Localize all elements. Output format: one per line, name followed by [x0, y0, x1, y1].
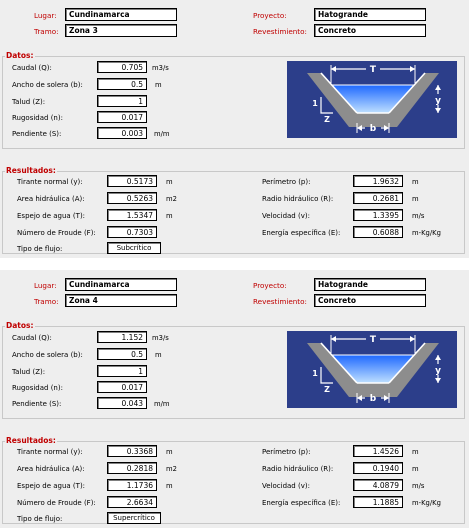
perimetro-output: 1.4526 — [353, 445, 403, 457]
lugar-label: Lugar: — [34, 11, 57, 20]
diagram-z-label: Z — [324, 385, 330, 394]
espejo-output: 1.1736 — [107, 479, 157, 491]
lugar-label: Lugar: — [34, 281, 57, 290]
flujo-output: Supercrítico — [107, 512, 161, 524]
espejo-label: Espejo de agua (T): — [17, 482, 86, 490]
energia-unit: m-Kg/Kg — [412, 229, 441, 237]
froude-output: 2.6634 — [107, 496, 157, 508]
espejo-label: Espejo de agua (T): — [17, 212, 86, 220]
area-unit: m2 — [166, 195, 177, 203]
perimetro-unit: m — [412, 178, 419, 186]
talud-label: Talud (Z): — [12, 98, 46, 106]
perimetro-unit: m — [412, 448, 419, 456]
froude-output: 0.7303 — [107, 226, 157, 238]
rugosidad-input[interactable]: 0.017 — [97, 111, 147, 123]
velocidad-output: 4.0879 — [353, 479, 403, 491]
talud-label: Talud (Z): — [12, 368, 46, 376]
resultados-title: Resultados: — [6, 436, 56, 445]
espejo-unit: m — [166, 482, 173, 490]
caudal-unit: m3/s — [152, 64, 169, 72]
area-label: Area hidráulica (A): — [17, 195, 85, 203]
perimetro-output: 1.9632 — [353, 175, 403, 187]
diagram-t-label: T — [369, 65, 377, 75]
velocidad-unit: m/s — [412, 482, 425, 490]
pendiente-label: Pendiente (S): — [12, 400, 62, 408]
ancho-unit: m — [155, 351, 162, 359]
velocidad-unit: m/s — [412, 212, 425, 220]
rugosidad-label: Rugosidad (n): — [12, 114, 63, 122]
proyecto-label: Proyecto: — [253, 11, 287, 20]
talud-input[interactable]: 1 — [97, 365, 147, 377]
velocidad-label: Velocidad (v): — [262, 212, 310, 220]
diagram-y-label: y — [435, 96, 441, 106]
caudal-label: Caudal (Q): — [12, 64, 52, 72]
energia-output: 0.6088 — [353, 226, 403, 238]
datos-title: Datos: — [6, 51, 34, 60]
canal-panel-2 — [0, 270, 469, 528]
perimetro-label: Perímetro (p): — [262, 178, 311, 186]
flujo-label: Tipo de flujo: — [17, 245, 63, 253]
diagram-one-label: 1 — [312, 369, 318, 378]
area-label: Area hidráulica (A): — [17, 465, 85, 473]
tirante-label: Tirante normal (y): — [17, 178, 83, 186]
diagram-one-label: 1 — [312, 99, 318, 108]
radio-unit: m — [412, 195, 419, 203]
pendiente-input[interactable]: 0.003 — [97, 127, 147, 139]
talud-input[interactable]: 1 — [97, 95, 147, 107]
pendiente-unit: m/m — [154, 400, 170, 408]
diagram-b-label: b — [369, 124, 377, 134]
radio-label: Radio hidráulico (R): — [262, 465, 334, 473]
tirante-label: Tirante normal (y): — [17, 448, 83, 456]
trapezoidal-channel-diagram — [287, 61, 457, 138]
proyecto-label: Proyecto: — [253, 281, 287, 290]
energia-label: Energía específica (E): — [262, 499, 341, 507]
energia-label: Energía específica (E): — [262, 229, 341, 237]
tirante-output: 0.3368 — [107, 445, 157, 457]
tramo-field[interactable]: Zona 3 — [65, 24, 177, 37]
radio-label: Radio hidráulico (R): — [262, 195, 334, 203]
perimetro-label: Perímetro (p): — [262, 448, 311, 456]
diagram-y-label: y — [435, 366, 441, 376]
area-unit: m2 — [166, 465, 177, 473]
pendiente-unit: m/m — [154, 130, 170, 138]
ancho-input[interactable]: 0.5 — [97, 348, 147, 360]
canal-panel-1 — [0, 0, 469, 258]
proyecto-field[interactable]: Hatogrande — [314, 8, 426, 21]
froude-label: Número de Froude (F): — [17, 229, 96, 237]
trapezoidal-channel-diagram — [287, 331, 457, 408]
revestimiento-field[interactable]: Concreto — [314, 24, 426, 37]
lugar-field[interactable]: Cundinamarca — [65, 278, 177, 291]
caudal-unit: m3/s — [152, 334, 169, 342]
diagram-z-label: Z — [324, 115, 330, 124]
tirante-unit: m — [166, 448, 173, 456]
caudal-label: Caudal (Q): — [12, 334, 52, 342]
energia-unit: m-Kg/Kg — [412, 499, 441, 507]
tirante-unit: m — [166, 178, 173, 186]
froude-label: Número de Froude (F): — [17, 499, 96, 507]
tramo-label: Tramo: — [34, 297, 59, 306]
flujo-label: Tipo de flujo: — [17, 515, 63, 523]
radio-output: 0.1940 — [353, 462, 403, 474]
lugar-field[interactable]: Cundinamarca — [65, 8, 177, 21]
diagram-b-label: b — [369, 394, 377, 404]
pendiente-input[interactable]: 0.043 — [97, 397, 147, 409]
diagram-t-label: T — [369, 335, 377, 345]
tramo-label: Tramo: — [34, 27, 59, 36]
energia-output: 1.1885 — [353, 496, 403, 508]
rugosidad-input[interactable]: 0.017 — [97, 381, 147, 393]
rugosidad-label: Rugosidad (n): — [12, 384, 63, 392]
ancho-label: Ancho de solera (b): — [12, 81, 83, 89]
flujo-output: Subcrítico — [107, 242, 161, 254]
pendiente-label: Pendiente (S): — [12, 130, 62, 138]
espejo-output: 1.5347 — [107, 209, 157, 221]
resultados-title: Resultados: — [6, 166, 56, 175]
velocidad-output: 1.3395 — [353, 209, 403, 221]
radio-unit: m — [412, 465, 419, 473]
caudal-input[interactable]: 1.152 — [97, 331, 147, 343]
proyecto-field[interactable]: Hatogrande — [314, 278, 426, 291]
tramo-field[interactable]: Zona 4 — [65, 294, 177, 307]
velocidad-label: Velocidad (v): — [262, 482, 310, 490]
ancho-unit: m — [155, 81, 162, 89]
espejo-unit: m — [166, 212, 173, 220]
radio-output: 0.2681 — [353, 192, 403, 204]
revestimiento-label: Revestimiento: — [253, 297, 307, 306]
revestimiento-field[interactable]: Concreto — [314, 294, 426, 307]
caudal-input[interactable]: 0.705 — [97, 61, 147, 73]
area-output: 0.5263 — [107, 192, 157, 204]
ancho-label: Ancho de solera (b): — [12, 351, 83, 359]
area-output: 0.2818 — [107, 462, 157, 474]
revestimiento-label: Revestimiento: — [253, 27, 307, 36]
ancho-input[interactable]: 0.5 — [97, 78, 147, 90]
datos-title: Datos: — [6, 321, 34, 330]
panel-separator — [0, 258, 469, 270]
tirante-output: 0.5173 — [107, 175, 157, 187]
